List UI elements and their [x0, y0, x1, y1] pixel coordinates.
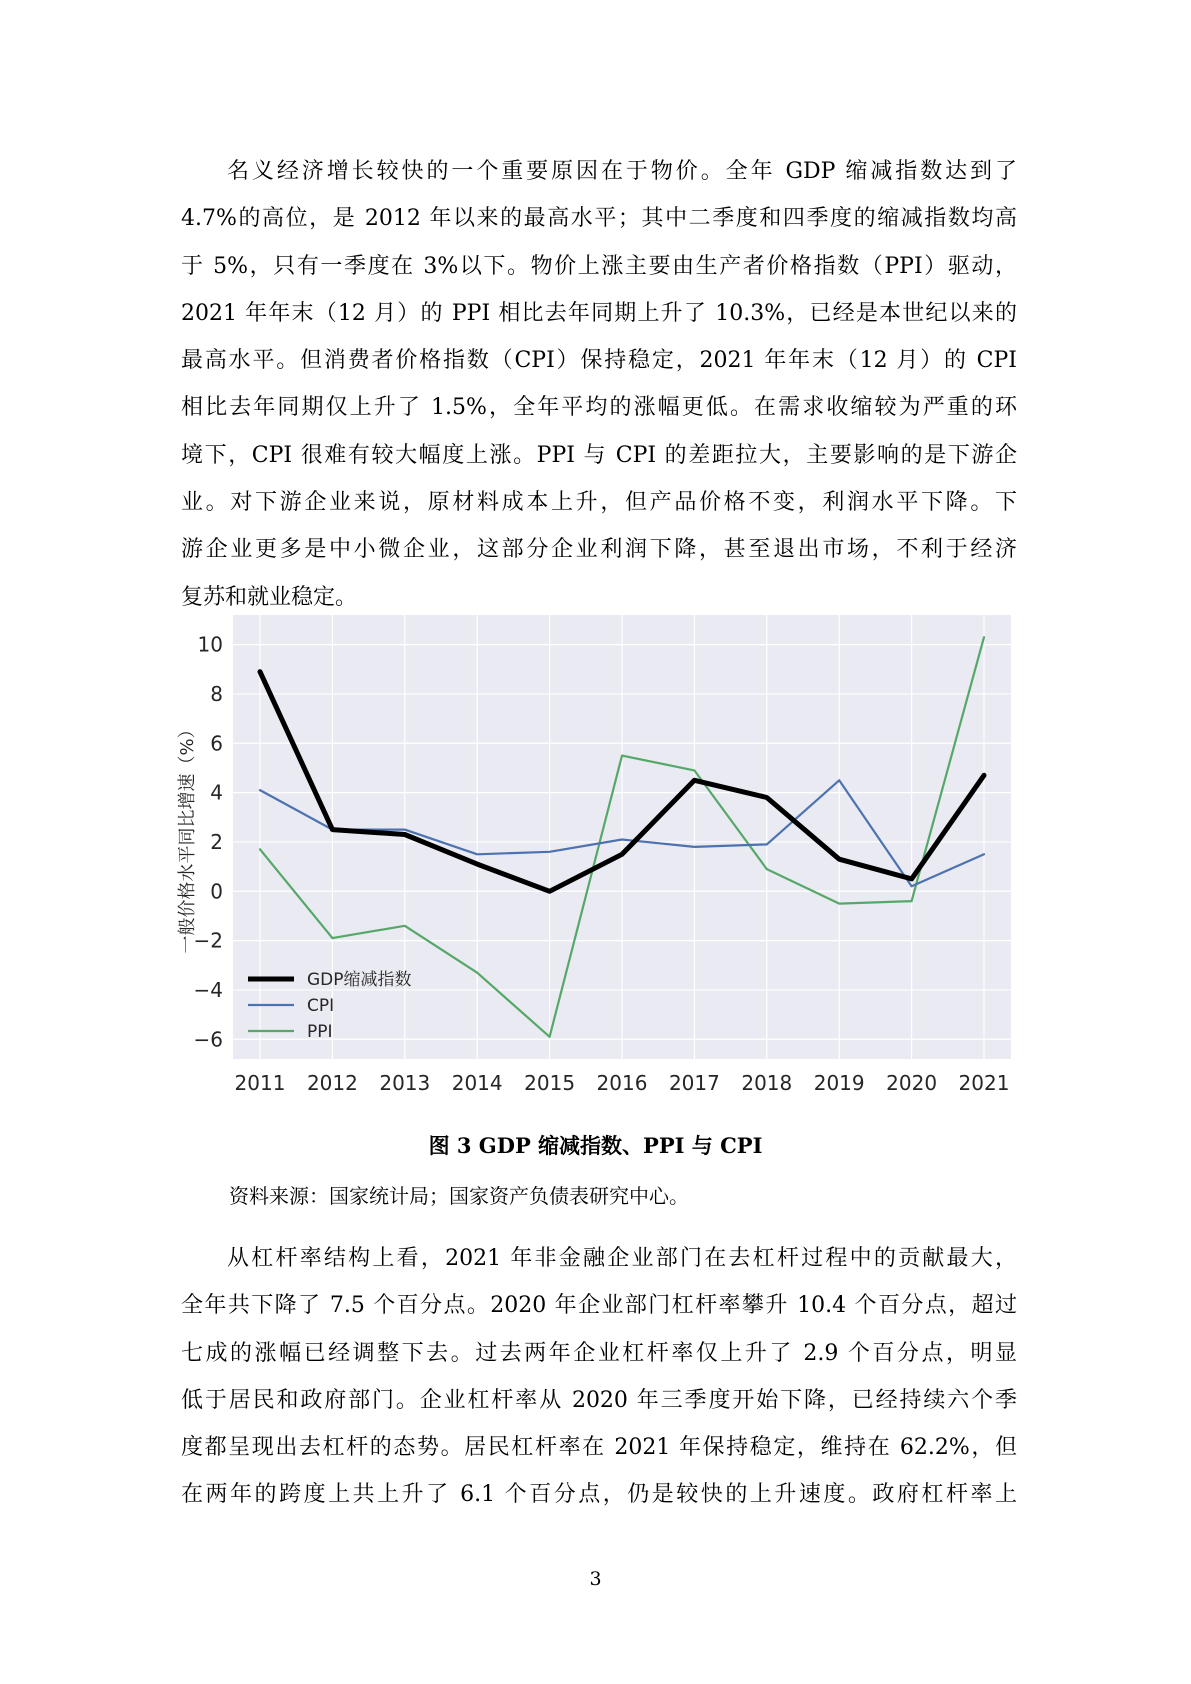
figure-caption: 图 3 GDP 缩减指数、PPI 与 CPI	[428, 1133, 763, 1158]
legend-label: CPI	[307, 996, 335, 1016]
page-number: 3	[589, 1568, 602, 1590]
x-tick-label: 2018	[741, 1071, 793, 1095]
x-tick-labels	[235, 1071, 1010, 1095]
text-line: 全年共下降了 7.5 个百分点。2020 年企业部门杠杆率攀升 10.4 个百分点，超过	[181, 1293, 1017, 1319]
y-tick-label: −2	[193, 928, 223, 953]
text-line: 度都呈现出去杠杆的态势。居民杠杆率在 2021 年保持稳定，维持在 62.2%，但	[181, 1435, 1017, 1461]
x-tick-label: 2017	[668, 1071, 720, 1095]
text-line: 业。对下游企业来说，原材料成本上升，但产品价格不变，利润水平下降。下	[181, 490, 1017, 516]
paragraph-leverage	[181, 1235, 1017, 1519]
y-tick-label: 10	[197, 632, 223, 657]
text-line: 于 5%，只有一季度在 3%以下。物价上涨主要由生产者价格指数（PPI）驱动，	[181, 253, 1017, 279]
text-line: 七成的涨幅已经调整下去。过去两年企业杠杆率仅上升了 2.9 个百分点，明显	[181, 1340, 1017, 1366]
legend-label: GDP缩减指数	[307, 970, 412, 990]
text-line: 相比去年同期仅上升了 1.5%，全年平均的涨幅更低。在需求收缩较为严重的环	[181, 395, 1017, 421]
figure-source: 资料来源：国家统计局；国家资产负债表研究中心。	[229, 1184, 689, 1208]
y-tick-label: −6	[193, 1027, 223, 1052]
x-tick-label: 2019	[813, 1071, 865, 1095]
y-tick-label: 0	[210, 879, 223, 904]
y-tick-label: −4	[193, 977, 223, 1002]
x-tick-label: 2020	[886, 1071, 938, 1095]
x-tick-label: 2012	[306, 1071, 358, 1095]
paragraph-inflation	[181, 148, 1017, 621]
text-line: 4.7%的高位，是 2012 年以来的最高水平；其中二季度和四季度的缩减指数均高	[181, 206, 1017, 232]
y-axis-label: 一般价格水平同比增速（%）	[177, 720, 198, 954]
text-line: 低于居民和政府部门。企业杠杆率从 2020 年三季度开始下降，已经持续六个季	[181, 1387, 1017, 1413]
x-tick-label: 2021	[958, 1071, 1010, 1095]
y-tick-label: 6	[210, 731, 223, 756]
x-tick-label: 2014	[451, 1071, 503, 1095]
x-tick-label: 2015	[524, 1071, 576, 1095]
x-tick-label: 2013	[379, 1071, 431, 1095]
text-line: 在两年的跨度上共上升了 6.1 个百分点，仍是较快的上升速度。政府杠杆率上	[181, 1482, 1017, 1508]
text-line: 游企业更多是中小微企业，这部分企业利润下降，甚至退出市场，不利于经济	[181, 537, 1017, 563]
text-line: 境下，CPI 很难有较大幅度上涨。PPI 与 CPI 的差距拉大，主要影响的是下游企	[181, 442, 1017, 468]
legend-label: PPI	[307, 1022, 333, 1042]
y-tick-label: 8	[210, 681, 223, 706]
x-tick-label: 2016	[596, 1071, 648, 1095]
text-line: 名义经济增长较快的一个重要原因在于物价。全年 GDP 缩减指数达到了	[227, 159, 1017, 184]
line-chart	[176, 615, 1016, 1120]
figure-chart	[176, 615, 1016, 1120]
x-tick-label: 2011	[234, 1071, 286, 1095]
text-line: 复苏和就业稳定。	[181, 584, 358, 610]
text-line: 从杠杆率结构上看，2021 年非金融企业部门在去杠杆过程中的贡献最大，	[227, 1246, 1017, 1271]
text-line: 最高水平。但消费者价格指数（CPI）保持稳定，2021 年年末（12 月）的 CPI	[181, 348, 1017, 374]
y-tick-label: 4	[210, 780, 223, 805]
text-line: 2021 年年末（12 月）的 PPI 相比去年同期上升了 10.3%，已经是本世纪以来的	[181, 300, 1017, 326]
y-tick-label: 2	[210, 829, 223, 854]
